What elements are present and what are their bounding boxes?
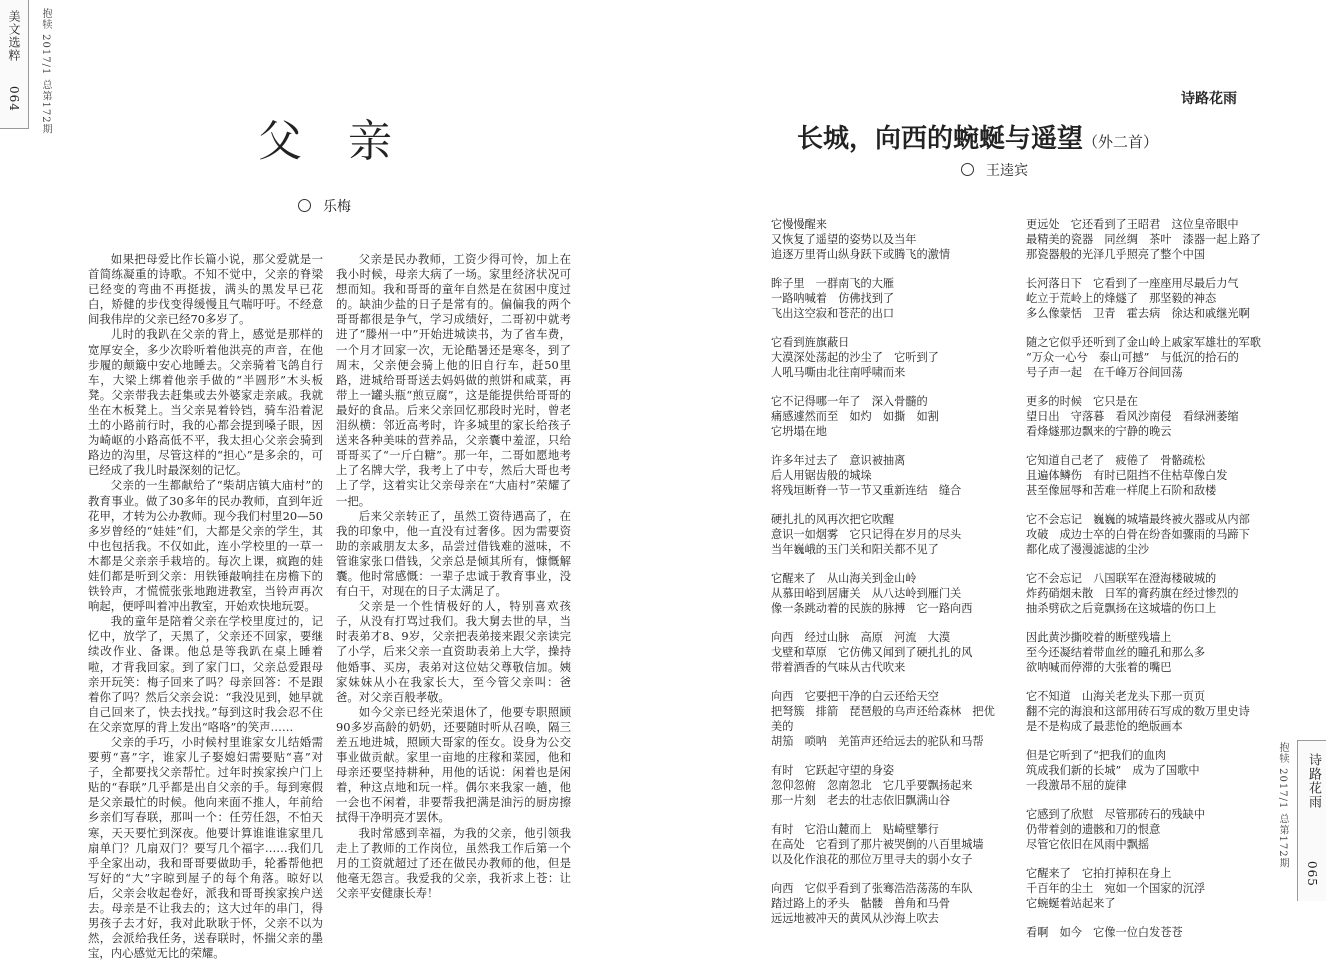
stanza [1026,807,1266,852]
poem-line: 它蜿蜒着站起来了 [1026,897,1116,910]
poem-line: 把弩簇 排箭 琵琶般的乌声还给森林 把优美的 [771,705,995,733]
stanza [771,881,999,926]
poem-line: 更多的时候 它只是在 [1026,395,1138,408]
poem-line: 追逐万里胥山纵身跃下或腾飞的激情 [771,248,951,261]
poem-line: 那一片刻 老去的壮志依旧飘满山谷 [771,794,951,807]
poem-line: 至今还凝结着带血丝的瞳孔和那么多 [1026,646,1206,659]
paragraph: 父亲的一生都献给了“柴胡店镇大庙村”的教育事业。做了30多年的民办教师，直到年近花甲，才转为公办教师。现今我们村里20—50多岁曾经的“娃娃”们，大都是父亲的学生，其中也包括我。不仅如此，连小学校里的一草一木都是父亲亲手栽培的。每次上课，疯跑的娃娃们都是听到父亲：用铁锤敲响挂在房檐下的铁铃声，才慌慌张张地跑进教室，当铃声再次响起，便呼叫着冲出教室，开始欢快地玩耍。 [88,478,323,614]
right-column-name: 诗路花雨 [1181,91,1237,107]
poem-line: 一段激昂不屈的旋律 [1026,779,1127,792]
poem-line: 又恢复了遥望的姿势以及当年 [771,233,917,246]
poem-line: 最精美的瓷器 同丝绸 茶叶 漆器一起上路了 [1026,233,1261,246]
poem-line: 将残垣断脊一节一节又重新连结 缝合 [771,484,962,497]
circle-icon [298,199,311,212]
stanza [771,571,999,616]
paragraph: 我的童年是陪着父亲在学校里度过的，记忆中，放学了，天黑了，父亲还不回家，要继续改作业、备课。他总是等我趴在桌上睡着啦，才背我回家。到了家门口，父亲总爱跟母亲开玩笑：梅子回来了吗？母亲回答：不是跟着你了吗？然后父亲会说：“我没见到，她早就自己回来了，快去找找。”每到这时我会忍不住在父亲宽厚的背上发出“咯咯”的笑声…… [88,614,323,734]
poem-line: 向西 经过山脉 高原 河流 大漠 [771,631,951,644]
right-article-title-line [797,118,1158,155]
poem-line: 它不会忘记 八国联军在澄海楼破城的 [1026,572,1217,585]
stanza [1026,394,1266,439]
paragraph: 父亲是民办教师，工资少得可怜，加上在我小时候，母亲大病了一场。家里经济状况可想而知。我和哥哥的童年自然是在贫困中度过的。缺油少盐的日子是常有的。偏偏我的两个哥哥都很是争气，学习成绩好，二哥初中就考进了“滕州一中”开始进城读书，为了省车费，一个月才回家一次，无论酷暑还是寒冬，到了周末，父亲便会骑上他的旧自行车，赶50里路，进城给哥哥送去妈妈做的煎饼和咸菜，再带上一罐头瓶“煎豆腐”，这是能提供给哥哥的最好的食品。后来父亲回忆那段时光时，曾老泪纵横：邻近高考时，许多城里的家长给孩子送来各种美味的营养品，父亲囊中羞涩，只给哥哥买了“一斤白糖”。那一年，二哥如愿地考上了名牌大学，我考上了中专，然后大哥也考上了学，这着实让父亲母亲在“大庙村”荣耀了一把。 [336,252,571,508]
poem-line: 它感到了欣慰 尽管那砖石的残缺中 [1026,808,1206,821]
poem-line: 多么像蒙恬 卫青 霍去病 徐达和戚继光啊 [1026,307,1250,320]
poem-line: 眸子里 一群南飞的大雁 [771,277,895,290]
poem-line: 一路呐喊着 仿佛找到了 [771,292,895,305]
left-margin-page: 064 [7,86,21,112]
poem-line: 硬扎扎的风再次把它吹醒 [771,513,895,526]
poem-line: 它不知道 山海关老龙头下那一页页 [1026,690,1206,703]
paragraph: 父亲是一个性情极好的人，特别喜欢孩子，从没有打骂过我们。我大舅去世的早，当时表弟才8、9岁，父亲把表弟接来跟父亲读完了小学，后来父亲一直资助表弟上大学，操持他婚事、买房，表弟对这位姑父尊敬信加。姨家妹妹从小在我家长大，至今管父亲叫：爸爸。对父亲百般孝敬。 [336,599,571,704]
poem-line: 有时 它沿山麓而上 贴崎壁攀行 [771,823,939,836]
poem-col1 [771,217,999,940]
left-article-title: 父 亲 [258,116,408,167]
stanza [771,689,999,749]
poem-line: 当年巍峨的玉门关和阳关都不见了 [771,543,939,556]
paragraph: 儿时的我趴在父亲的背上，感觉是那样的宽厚安全，多少次聆听着他洪亮的声音，在他步履的颠簸中安心地睡去。父亲骑着飞鸽自行车，大梁上绑着他亲手做的“半圆形”木头板凳。父亲带我去赶集或去外婆家走亲戚。我就坐在木板凳上。当父亲晃着铃铛，骑车沿着泥土的小路前行时，我的心都会提到嗓子眼，因为崎岖的小路高低不平，我太担心父亲会骑到路边的沟里，尽管这样的“担心”是多余的，可已经成了我儿时最深刻的记忆。 [88,327,323,478]
right-article-author: 王逵宾 [986,163,1028,179]
poem-line: 看啊 如今 它像一位白发苍苍 [1026,926,1183,939]
poem-line: “万众一心兮 泰山可撼” 与低沉的拾石的 [1026,351,1239,364]
left-margin-section: 美文选粹 [7,10,21,62]
poem-line: 炸药硝烟未散 日军的膏药旗在经过惨烈的 [1026,587,1239,600]
poem-line: 以及化作浪花的那位万里寻夫的弱小女子 [771,853,973,866]
poem-line: 但是它听到了“把我们的血肉 [1026,749,1166,762]
poem-line: 向西 它要把干净的白云还给天空 [771,690,939,703]
stanza [1026,866,1266,911]
paragraph: 后来父亲转正了，虽然工资待遇高了，在我的印象中，他一直没有过奢侈。因为需要资助的亲戚朋友太多，品尝过借钱难的滋味，不管谁家张口借钱，父亲总是倾其所有，慷慨解囊。他时常感慨：一辈子忠诚于教育事业，没有白干，对现在的日子太满足了。 [336,508,571,599]
poem-line: 踏过路上的矛头 骷髅 兽角和马骨 [771,897,951,910]
poem-line: 因此黄沙撕咬着的断壁残墙上 [1026,631,1172,644]
right-article-title: 长城，向西的蜿蜒与遥望 [797,124,1084,154]
poem-line: 翻不完的海浪和这部用砖石写成的数万里史诗 [1026,705,1250,718]
poem-line: 且遍体鳞伤 有时已阻挡不住枯草像白发 [1026,469,1228,482]
poem-line: 望日出 守落暮 看风沙南侵 看绿洲萎缩 [1026,410,1239,423]
left-margin-tab [0,0,29,129]
poem-line: 看烽燧那边飘来的宁静的晚云 [1026,425,1172,438]
stanza [1026,630,1266,675]
poem-line: 忽仰忽俯 忽南忽北 它几乎要飘扬起来 [771,779,973,792]
paragraph: 父亲的手巧，小时候村里谁家女儿结婚需要剪“喜”字，谁家儿子娶媳妇需要贴“喜”对子，全都要找父亲帮忙。过年时挨家挨户门上贴的“春联”几乎都是出自父亲的手。每到寒假是父亲最忙的时候。他向来面不推人，年前给乡亲们写春联，那叫一个：任劳任怨，不怕天寒，天天要忙到深夜。他要计算谁谁谁家里几扇单门？几扇双门？要写几个福字……我们几乎全家出动，我和哥哥要做助手，轮番帮他把写好的“大”字晾到屋子的每个角落。晾好以后，父亲会收起卷好，派我和哥哥挨家挨户送去。母亲是不让我去的；这大过年的串门，得男孩子去才好，我对此耿耿于怀，父亲不以为然，会派给我任务，送春联时，怀揣父亲的墨宝，内心感觉无比的荣耀。 [88,735,323,961]
stanza [771,512,999,557]
poem-line: 甚至像屈辱和苦难一样爬上石阶和敌楼 [1026,484,1217,497]
stanza [771,453,999,498]
poem-line: 那瓷器般的光泽几乎照亮了整个中国 [1026,248,1206,261]
left-margin-issue: 抱犊 2017/1 总第172期 [40,8,51,135]
poem-line: 随之它似乎还听到了金山岭上戚家军雄壮的军歌 [1026,336,1261,349]
paragraph: 我时常感到幸福，为我的父亲，他引领我走上了教师的工作岗位，虽然我工作后第一个月的工资就超过了还在做民办教师的他，但是他毫无怨言。我爱我的父亲，我祈求上苍：让父亲平安健康长寿！ [336,825,571,900]
stanza [1026,925,1266,940]
poem-line: 痛感遽然而至 如灼 如撕 如割 [771,410,939,423]
poem-line: 意识一如烟雾 它只记得在岁月的尽头 [771,528,962,541]
stanza [771,276,999,321]
poem-line: 欲呐喊而停滞的大张着的嘴巴 [1026,661,1172,674]
poem-line: 攻破 成边士卒的白骨在纷沓如骤雨的马蹄下 [1026,528,1250,541]
poem-line: 屹立于荒岭上的烽燧了 那坚毅的神态 [1026,292,1217,305]
poem-line: 千百年的尘土 宛如一个国家的沉浮 [1026,882,1206,895]
poem-line: 后人用锯齿般的城垛 [771,469,872,482]
stanza [771,630,999,675]
paragraph: 如今父亲已经光荣退休了，他要专职照顾90多岁高龄的奶奶，还要随时听从召唤，隔三差五地进城，照顾大哥家的侄女。设身为公交事业做贡献。家里一亩地的庄稼和菜园，他和母亲还要坚持耕种，用他的话说：闲着也是闲着，种这点地和玩一样。偶尔来我家一趟，他一会也不闲着，非要帮我把满是油污的厨房擦拭得干净明亮才罢休。 [336,704,571,825]
poem-line: 飞出这空寂和苍茫的出口 [771,307,895,320]
poem-line: 戈壁和草原 它仿佛又闻到了硬扎扎的风 [771,646,973,659]
right-margin-section: 诗路花雨 [1306,753,1321,809]
poem-line: 在高处 它看到了那片被哭倒的八百里城墙 [771,838,984,851]
circle-icon [961,163,974,176]
stanza [1026,512,1266,557]
stanza [1026,335,1266,380]
poem-line: 从慕田峪到居庸关 从八达岭到雁门关 [771,587,962,600]
left-article-author: 乐梅 [323,199,351,215]
stanza [771,394,999,439]
poem-line: 带着酒香的气味从古代吹来 [771,661,906,674]
poem-line: 人吼马嘶由北往南呼啸而来 [771,366,906,379]
stanza [1026,748,1266,793]
poem-line: 都化成了漫漫滤滤的尘沙 [1026,543,1150,556]
left-article-author-line [298,196,351,216]
right-article-subtitle: （外二首） [1083,133,1159,151]
right-page [663,0,1326,939]
stanza [771,217,999,262]
right-article-author-line [961,160,1028,180]
stanza [771,763,999,808]
left-article-col2 [336,252,571,901]
right-margin-tab [1297,740,1326,901]
poem-line: 更远处 它还看到了王昭君 这位皇帝眼中 [1026,218,1239,231]
poem-line: 像一条跳动着的民族的脉搏 它一路向西 [771,602,973,615]
poem-line: 许多年过去了 意识被抽离 [771,454,906,467]
stanza [1026,453,1266,498]
poem-line: 它不记得哪一年了 深入骨髓的 [771,395,928,408]
poem-line: 筑成我们新的长城” 成为了国歌中 [1026,764,1200,777]
poem-line: 仍带着剑的遗骸和刀的恨意 [1026,823,1161,836]
poem-line: 远远地被冲天的黄风从沙海上吹去 [771,912,939,925]
poem-line: 胡笳 唢呐 羌笛声还给远去的驼队和马帮 [771,735,984,748]
poem-line: 它坍塌在地 [771,425,827,438]
poem-line: 它醒来了 它拍打掉积在身上 [1026,867,1172,880]
poem-line: 长河落日下 它看到了一座座用尽最后力气 [1026,277,1239,290]
poem-line: 它慢慢醒来 [771,218,827,231]
paragraph: 如果把母爱比作长篇小说，那父爱就是一首简练凝重的诗歌。不知不觉中，父亲的脊梁已经变的弯曲不再挺拔，满头的黑发早已花白，矫健的步伐变得缓慢且气喘吁吁。不经意间我伟岸的父亲已经70多岁了。 [88,252,323,327]
poem-line: 它不会忘记 巍巍的城墙最终被火器或从内部 [1026,513,1250,526]
stanza [771,335,999,380]
poem-line: 向西 它似乎看到了张骞浩浩荡荡的车队 [771,882,973,895]
stanza [1026,689,1266,734]
stanza [771,822,999,867]
poem-line: 尽管它依旧在风雨中飘摇 [1026,838,1150,851]
poem-line: 有时 它跃起守望的身姿 [771,764,895,777]
right-margin-page: 065 [1305,861,1319,887]
poem-line: 它知道自己老了 疲倦了 骨骼疏松 [1026,454,1206,467]
poem-line: 是不是构成了最悲怆的绝版画本 [1026,720,1183,733]
stanza [1026,571,1266,616]
poem-line: 抽杀劈砍之后竟飘扬在这城墙的伤口上 [1026,602,1217,615]
poem-col2 [1026,217,1266,954]
stanza [1026,217,1266,262]
stanza [1026,276,1266,321]
poem-line: 它醒来了 从山海关到金山岭 [771,572,917,585]
left-article-col1 [88,252,323,961]
poem-line: 大漠深处荡起的沙尘了 它听到了 [771,351,939,364]
poem-line: 号子声一起 在千峰万谷间回荡 [1026,366,1183,379]
right-margin-issue: 抱犊 2017/1 总第172期 [1277,742,1288,869]
poem-line: 它看到旌旗蔽日 [771,336,850,349]
